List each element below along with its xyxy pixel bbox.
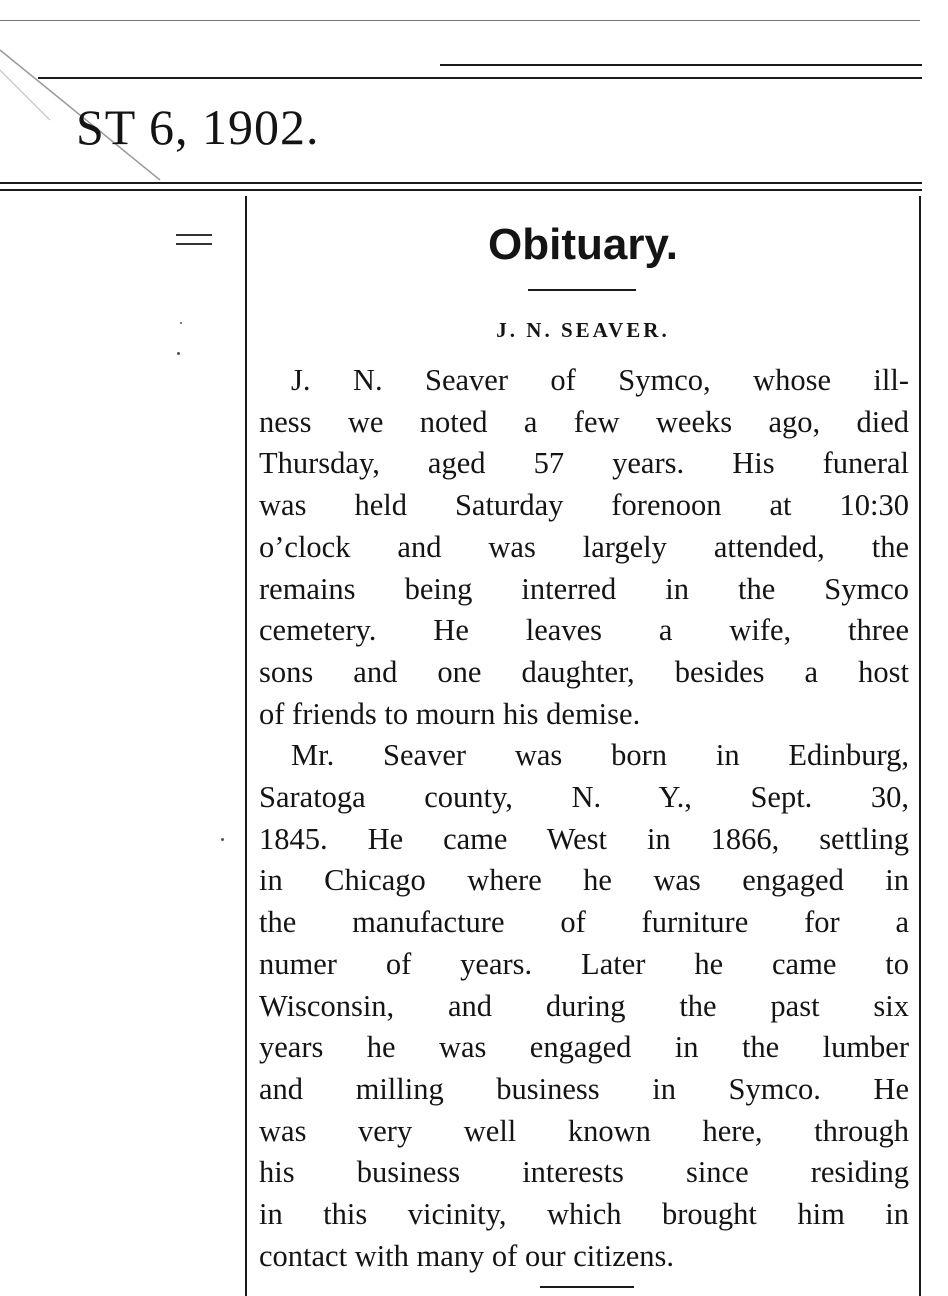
body-line: Thursday, aged 57 years. His funeral [259,446,909,481]
body-line: in this vicinity, which brought him in [259,1197,909,1232]
date-rule-upper [0,182,922,184]
body-line: years he was engaged in the lumber [259,1030,909,1065]
article-heading: Obituary. [488,220,678,269]
date-rule-lower [0,189,922,191]
body-line: 1845. He came West in 1866, settling [259,821,909,856]
body-line: was very well known here, through [259,1113,909,1148]
body-line: Mr. Seaver was born in Edinburg, [291,738,909,773]
body-line: and milling business in Symco. He [259,1071,909,1106]
column-border-left [245,196,247,1296]
masthead-date: ST 6, 1902. [76,99,320,155]
body-line: Wisconsin, and during the past six [259,988,909,1023]
body-line: his business interests since residing [259,1155,909,1190]
body-line: numer of years. Later he came to [259,946,909,981]
left-column-mark [176,234,212,252]
print-speck [221,838,224,841]
print-speck [177,352,180,355]
print-speck [180,322,182,324]
body-line: the manufacture of furniture for a [259,905,909,940]
body-line: was held Saturday forenoon at 10:30 [259,488,909,523]
body-line: Saratoga county, N. Y., Sept. 30, [259,780,909,815]
body-line: ness we noted a few weeks ago, died [259,404,909,439]
article-end-rule [540,1286,634,1288]
column-border-right [919,196,921,1296]
body-line: contact with many of our citizens. [259,1238,675,1273]
top-short-rule [440,64,922,66]
body-line: J. N. Seaver of Symco, whose ill- [291,363,909,397]
heading-rule [528,289,636,291]
body-line: sons and one daughter, besides a host [259,654,909,689]
article-subhead: J. N. SEAVER. [496,318,670,342]
body-line: cemetery. He leaves a wife, three [259,613,909,648]
body-line: in Chicago where he was engaged in [259,863,909,898]
body-line: of friends to mourn his demise. [259,696,641,731]
article-body [259,360,909,1277]
body-line: remains being interred in the Symco [259,571,909,606]
body-line: o’clock and was largely attended, the [259,529,909,564]
top-faint-rule [0,20,920,21]
